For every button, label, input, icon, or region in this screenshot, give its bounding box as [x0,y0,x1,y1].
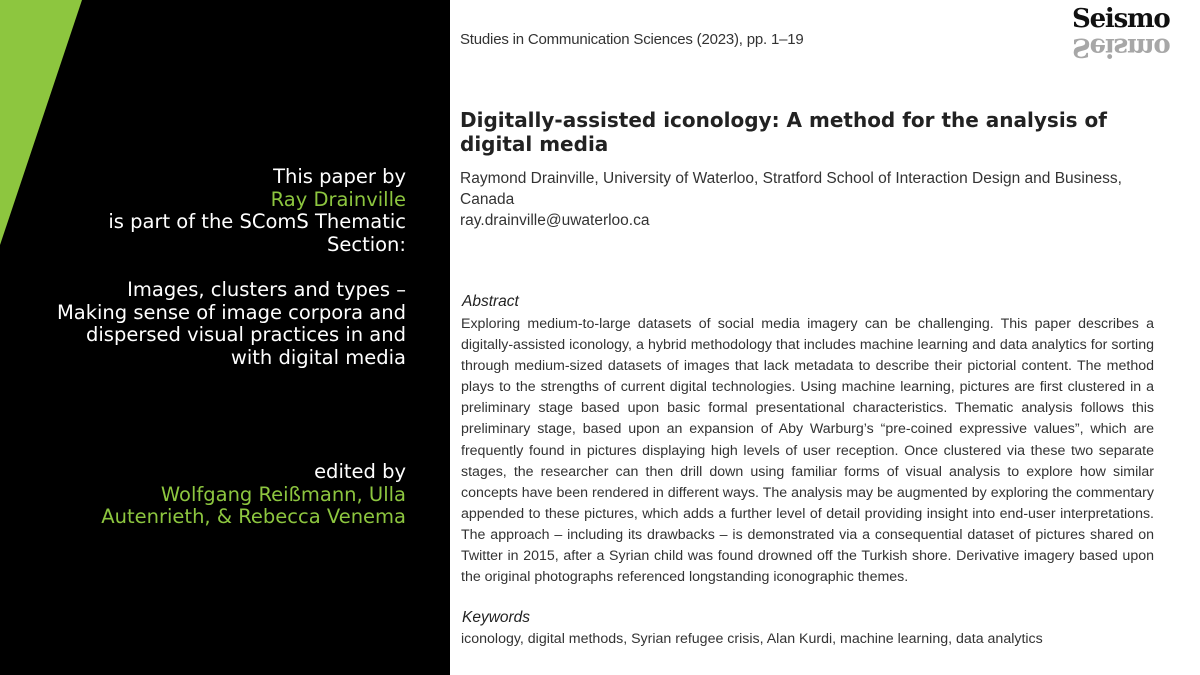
paper-title: Digitally-assisted iconology: A method for the analysis of digital media [460,108,1107,156]
section-label: Section: [326,232,406,256]
author-block [460,168,1160,231]
editors-line: Wolfgang Reißmann, Ulla [160,482,406,506]
abstract-text: Exploring medium-to-large datasets of social media imagery can be challenging. This paper describes a digitally-assisted iconology, a hybrid methodology that includes machine learning and data analytics for sorting through medium-sized datasets of images that lack metadata to describe their pictorial content. The method plays to the strengths of current digital technologies. Using machine learning, pictures are first clustered in a preliminary stage based upon basic formal presentational characteristics. Thematic analysis follows this preliminary stage, based upon an expansion of Aby Warburg’s “pre-coined expressive values”, which are frequently found in pictures displaying high levels of user reception. Once clustered via these two separate stages, the researcher can then drill down using familiar forms of visual analysis to explore how similar concepts have been rendered in different ways. The analysis may be augmented by exploring the commentary appended to these pictures, which adds a further level of detail providing insight into end-user interpretations. The approach – including its drawbacks – is demonstrated via a consequential dataset of pictures shared on Twitter in 2015, after a Syrian child was found drowned off the Turkish shore. Derivative imagery based upon the original photographs referenced longstanding iconographic themes. [461,316,1154,586]
section-title-line: Images, clusters and types – [127,278,406,301]
author-email: ray.drainville@uwaterloo.ca [460,212,650,229]
thematic-section-info [26,166,406,529]
section-line: is part of the SComS Thematic [108,210,406,233]
logo-text: Seismo [1072,4,1170,34]
logo-reflection: Seismo [1072,32,1170,62]
section-title-line: Making sense of image corpora and [56,300,406,324]
keywords-heading: Keywords [462,609,531,626]
paper-author-name: Ray Drainville [270,187,406,211]
section-title-line: with digital media [230,345,406,369]
section-title-line: dispersed visual practices in and [86,323,406,346]
keywords-text: iconology, digital methods, Syrian refugee crisis, Alan Kurdi, machine learning, data analytics [461,631,1043,647]
edited-by-label: edited by [314,460,406,483]
seismo-logo [1070,2,1170,72]
editors-line: Autenrieth, & Rebecca Venema [101,505,406,528]
journal-citation: Studies in Communication Sciences (2023), pp. 1–19 [460,31,804,48]
left-panel [0,0,450,675]
abstract-heading: Abstract [462,293,519,310]
intro-line: This paper by [273,165,406,188]
paper-first-page [450,0,1200,675]
author-affiliation: Raymond Drainville, University of Waterloo, Stratford School of Interaction Design and Business, Canada [460,170,1122,208]
